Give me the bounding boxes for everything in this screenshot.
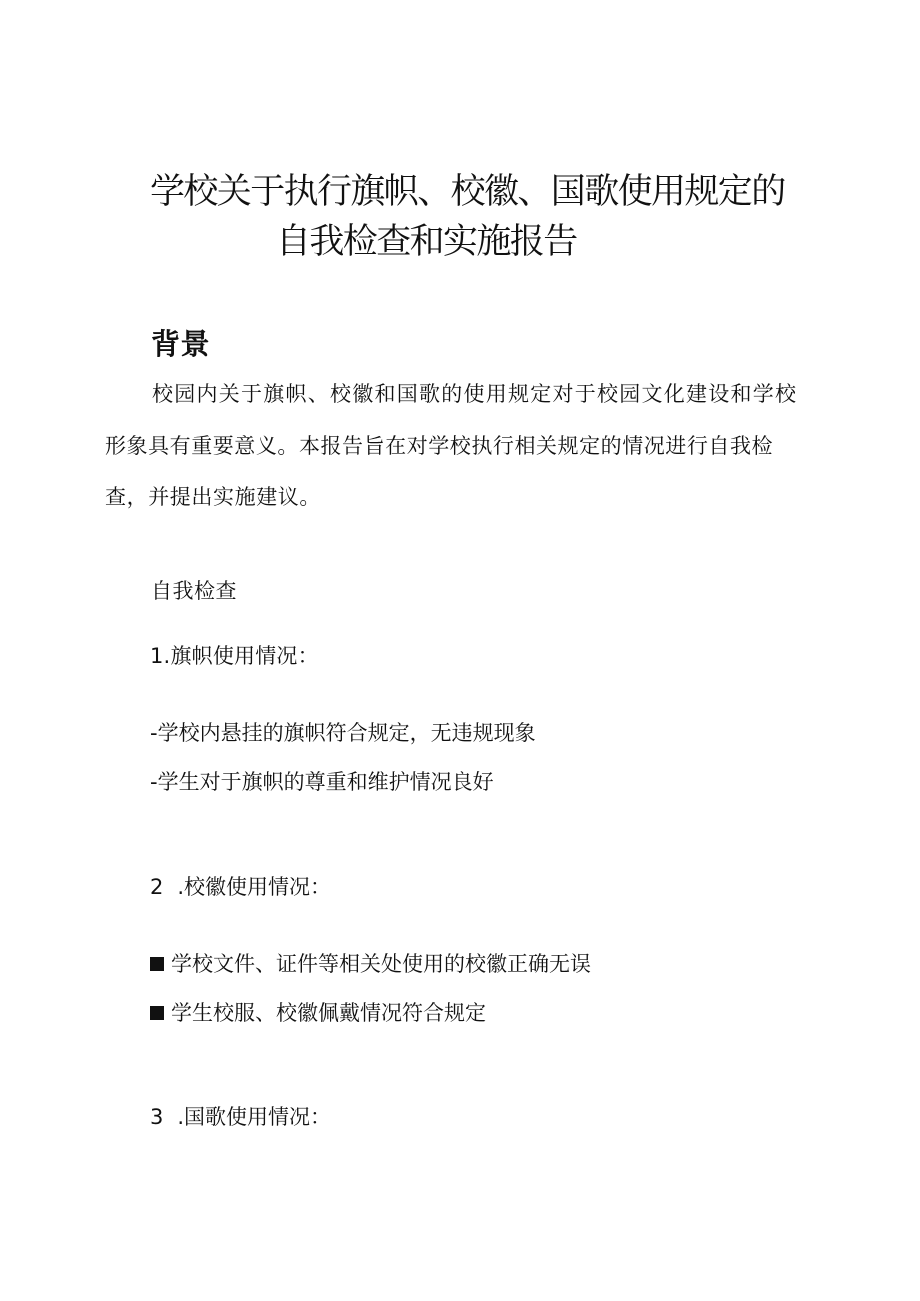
document-title-line-1: 学校关于执行旗帜、校徽、国歌使用规定的 <box>150 172 785 212</box>
background-paragraph-line-3: 查，并提出实施建议。 <box>105 485 321 509</box>
document-title-line-2: 自我检查和实施报告 <box>276 222 577 262</box>
background-paragraph-line-2: 形象具有重要意义。本报告旨在对学校执行相关规定的情况进行自我检 <box>105 434 774 458</box>
list-item: -学校内悬挂的旗帜符合规定，无违规现象 <box>150 721 536 745</box>
section-label: .国歌使用情况： <box>177 1105 332 1129</box>
list-item-text: 学生校服、校徽佩戴情况符合规定 <box>171 1001 486 1025</box>
list-item: -学生对于旗帜的尊重和维护情况良好 <box>150 770 494 794</box>
square-bullet-icon <box>150 1006 164 1020</box>
list-item-text: 学校文件、证件等相关处使用的校徽正确无误 <box>171 952 591 976</box>
section-anthem-title <box>150 1103 331 1131</box>
background-paragraph-line-1: 校园内关于旗帜、校徽和国歌的使用规定对于校园文化建设和学校 <box>152 382 798 406</box>
section-label: 旗帜使用情况： <box>170 644 319 668</box>
square-bullet-icon <box>150 957 164 971</box>
background-heading: 背景 <box>151 327 211 361</box>
section-badge-title <box>150 873 331 901</box>
section-number: 2 <box>150 875 164 899</box>
section-label: .校徽使用情况： <box>177 875 332 899</box>
list-item <box>150 999 486 1027</box>
section-number: 3 <box>150 1105 164 1129</box>
list-item <box>150 950 591 978</box>
section-flag-title <box>150 642 319 670</box>
section-number: 1. <box>150 644 171 668</box>
self-check-heading: 自我检查 <box>151 579 237 603</box>
